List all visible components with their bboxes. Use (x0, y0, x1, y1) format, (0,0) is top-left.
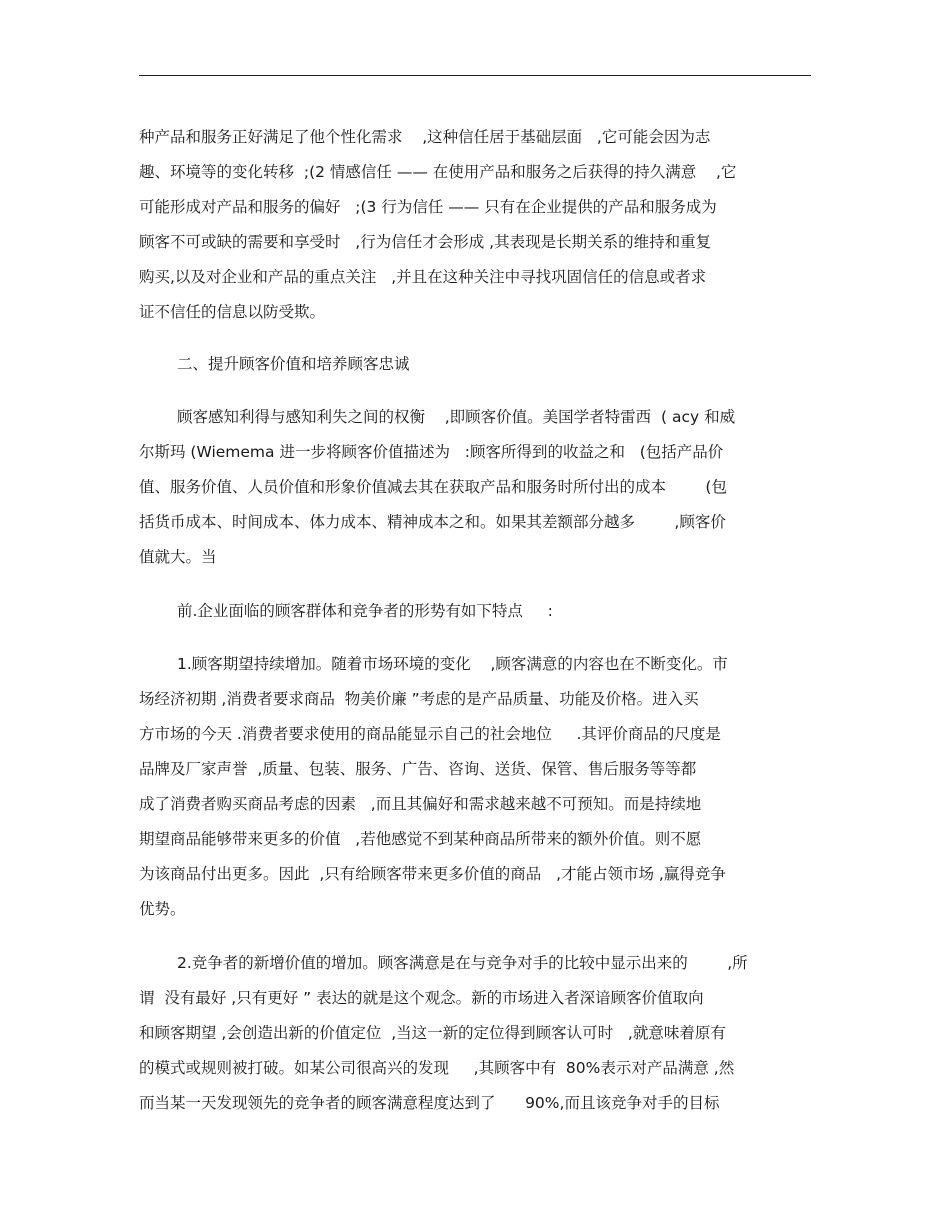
text-line: 购买,以及对企业和产品的重点关注 ,并且在这种关注中寻找巩固信任的信息或者求 (139, 268, 707, 286)
text-line: 为该商品付出更多。因此 ,只有给顾客带来更多价值的商品 ,才能占领市场 ,赢得竞争 (139, 865, 726, 883)
text-line: 括货币成本、时间成本、体力成本、精神成本之和。如果其差额部分越多 ,顾客价 (139, 513, 726, 531)
text-line: 品牌及厂家声誉 ,质量、包装、服务、广告、咨询、送货、保管、售后服务等等都 (139, 760, 697, 778)
text-line: 方市场的今天 .消费者要求使用的商品能显示自己的社会地位 .其评价商品的尺度是 (139, 725, 721, 743)
text-line: 顾客不可或缺的需要和享受时 ,行为信任才会形成 ,其表现是长期关系的维持和重复 (139, 233, 712, 251)
text-line: 谓 没有最好 ,只有更好 ” 表达的就是这个观念。新的市场进入者深谙顾客价值取向 (139, 989, 704, 1007)
text-line: 而当某一天发现领先的竞争者的顾客满意程度达到了 90%,而且该竞争对手的目标 (139, 1094, 720, 1112)
text-line: 和顾客期望 ,会创造出新的价值定位 ,当这一新的定位得到顾客认可时 ,就意味着原有 (139, 1024, 726, 1042)
text-line: 证不信任的信息以防受欺。 (139, 303, 326, 321)
header-rule (139, 75, 811, 76)
text-line: 值就大。当 (139, 548, 217, 566)
text-line: 场经济初期 ,消费者要求商品 物美价廉 ”考虑的是产品质量、功能及价格。进入买 (139, 690, 699, 708)
section-heading: 二、提升顾客价值和培养顾客忠诚 (177, 355, 410, 373)
text-line: 顾客感知利得与感知利失之间的权衡 ,即顾客价值。美国学者特雷西 ( acy 和威 (177, 408, 736, 426)
text-line: 前.企业面临的顾客群体和竞争者的形势有如下特点 : (177, 602, 553, 620)
text-line: 可能形成对产品和服务的偏好 ;(3 行为信任 —— 只有在企业提供的产品和服务成为 (139, 198, 717, 216)
text-line: 成了消费者购买商品考虑的因素 ,而且其偏好和需求越来越不可预知。而是持续地 (139, 795, 702, 813)
text-line: 的模式或规则被打破。如某公司很高兴的发现 ,其顾客中有 80%表示对产品满意 ,然 (139, 1059, 735, 1077)
text-line: 期望商品能够带来更多的价值 ,若他感觉不到某种商品所带来的额外价值。则不愿 (139, 830, 702, 848)
text-line: 优势。 (139, 900, 186, 918)
text-line: 2.竞争者的新增价值的增加。顾客满意是在与竞争对手的比较中显示出来的 ,所 (177, 954, 748, 972)
text-line: 种产品和服务正好满足了他个性化需求 ,这种信任居于基础层面 ,它可能会因为志 (139, 128, 711, 146)
text-line: 值、服务价值、人员价值和形象价值减去其在获取产品和服务时所付出的成本 (包 (139, 478, 727, 496)
text-line: 趣、环境等的变化转移 ;(2 情感信任 —— 在使用产品和服务之后获得的持久满意 ,它 (139, 163, 737, 181)
text-line: 1.顾客期望持续增加。随着市场环境的变化 ,顾客满意的内容也在不断变化。市 (177, 655, 728, 673)
text-line: 尔斯玛 (Wiemema 进一步将顾客价值描述为 :顾客所得到的收益之和 (包括产品价 (139, 443, 724, 461)
